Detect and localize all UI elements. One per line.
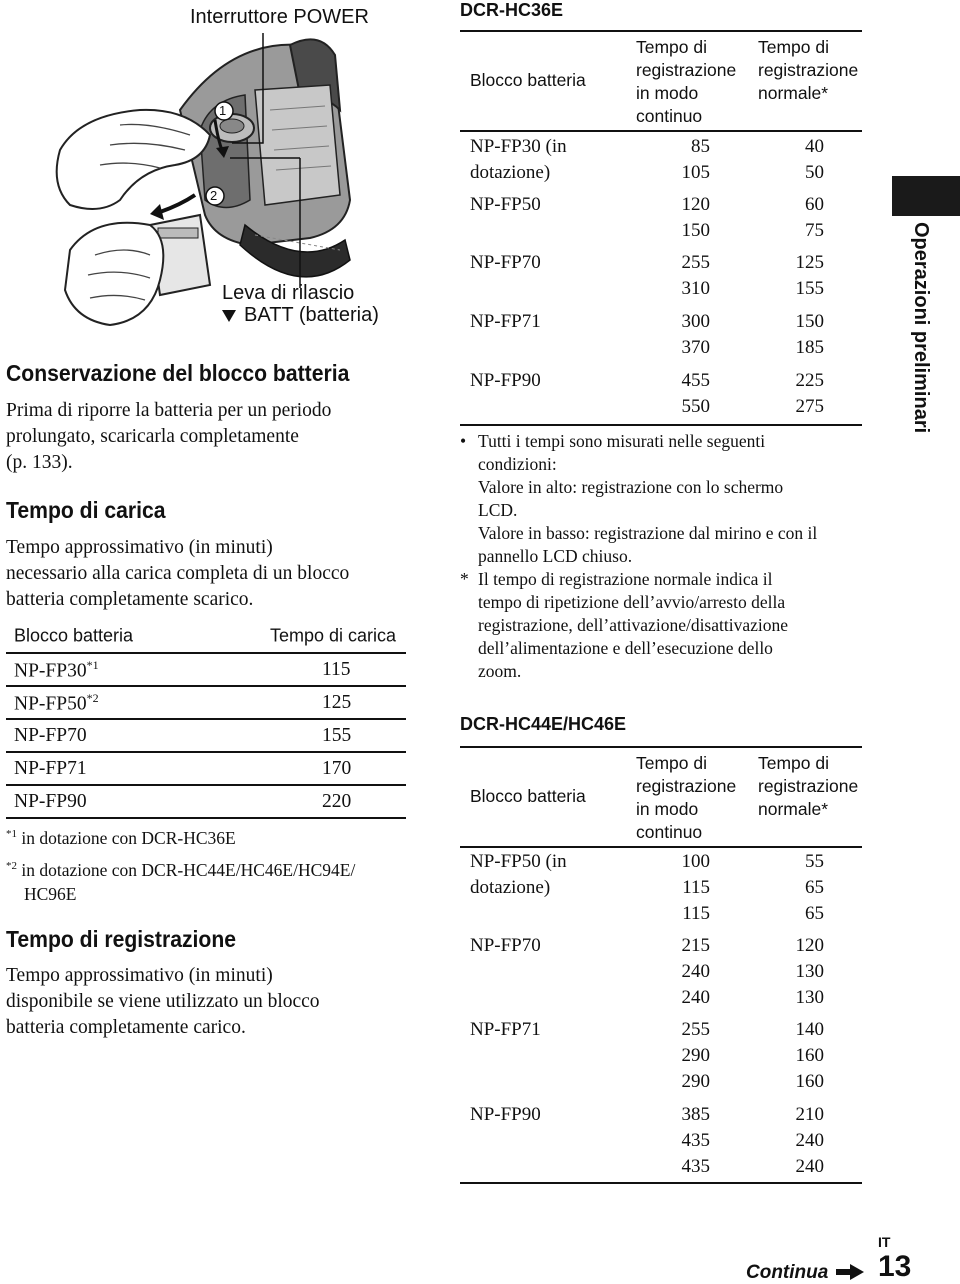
col-normal-header: Tempo di registrazione normale* xyxy=(758,753,859,819)
power-switch-label: Interruttore POWER xyxy=(190,6,369,28)
section-tab-label: Operazioni preliminari xyxy=(910,222,932,434)
camcorder-drawing xyxy=(0,0,420,340)
table-row: NP-FP90 xyxy=(470,1104,541,1125)
camcorder-battery-illustration xyxy=(0,0,420,340)
triangle-icon xyxy=(222,310,236,322)
table1-header xyxy=(460,30,862,132)
table-row xyxy=(6,687,406,720)
note-line: LCD. xyxy=(478,500,518,520)
recording-line: Tempo approssimativo (in minuti) xyxy=(6,965,273,986)
battery-cell: NP-FP90 xyxy=(14,790,87,812)
time-cell: 170 xyxy=(322,757,352,779)
note-line: dell’alimentazione e dell’esecuzione dello xyxy=(478,638,773,658)
table-row: NP-FP70 xyxy=(470,252,541,273)
charge-line: Tempo approssimativo (in minuti) xyxy=(6,537,273,558)
note-line: pannello LCD chiuso. xyxy=(478,546,633,566)
time-cell: 155 xyxy=(322,724,352,746)
table-row: NP-FP50 (in dotazione) xyxy=(470,851,567,898)
normal-cell: 150 185 xyxy=(795,311,824,358)
section-tab-marker xyxy=(892,176,960,216)
col-continuous-header: Tempo di registrazione in modo continuo xyxy=(636,37,737,126)
charge-line: necessario alla carica completa di un blocco xyxy=(6,563,350,584)
table-row: NP-FP71 xyxy=(470,311,541,332)
continuous-cell: 385 435 435 xyxy=(681,1104,710,1177)
col-continuous-header: Tempo di registrazione in modo continuo xyxy=(636,753,737,842)
continuous-cell: 215 240 240 xyxy=(681,935,710,1008)
footnote-1: $^{*1}$ in dotazione con DCR-HC36E xyxy=(6,828,236,848)
battery-cell: NP-FP50$^{*2}$ xyxy=(14,690,99,714)
battery-cell: NP-FP70 xyxy=(14,724,87,746)
recording-table-hc36e xyxy=(460,30,862,132)
col-battery-header: Blocco batteria xyxy=(470,70,586,90)
table2-bottom-rule xyxy=(460,1182,862,1184)
page-number: 13 xyxy=(878,1250,912,1283)
release-lever-label: Leva di rilascio xyxy=(222,282,355,304)
normal-cell: 140 160 160 xyxy=(795,1019,824,1092)
col-normal-header: Tempo di registrazione normale* xyxy=(758,37,859,103)
normal-cell: 120 130 130 xyxy=(795,935,824,1008)
battery-cell: NP-FP71 xyxy=(14,757,87,779)
normal-cell: 125 155 xyxy=(795,252,824,299)
storage-line: (p. 133). xyxy=(6,452,73,473)
language-code: IT xyxy=(878,1234,891,1250)
normal-cell: 55 65 65 xyxy=(805,851,824,924)
table1-title: DCR-HC36E xyxy=(460,0,564,20)
note-line: registrazione, dell’attivazione/disattivazione xyxy=(478,615,789,635)
continuous-cell: 255 290 290 xyxy=(681,1019,710,1092)
note-line: condizioni: xyxy=(478,454,557,474)
recording-line: disponibile se viene utilizzato un blocco xyxy=(6,991,320,1012)
table-row xyxy=(6,786,406,819)
recording-heading: Tempo di registrazione xyxy=(6,926,237,952)
note-line: • Tutti i tempi sono misurati nelle seguenti xyxy=(460,431,766,451)
time-cell: 220 xyxy=(322,790,352,812)
footnote-2-continued: HC96E xyxy=(24,884,77,904)
recording-line: batteria completamente carico. xyxy=(6,1017,246,1038)
batt-label: BATT (batteria) xyxy=(244,304,379,326)
normal-cell: 60 75 xyxy=(805,194,824,241)
charge-time-table xyxy=(6,620,406,819)
charge-paragraph xyxy=(6,535,406,613)
table-row: NP-FP71 xyxy=(470,1019,541,1040)
charge-line: batteria completamente scarico. xyxy=(6,589,254,610)
continuous-cell: 300 370 xyxy=(681,311,710,358)
table-row xyxy=(6,654,406,687)
continuous-cell: 100 115 115 xyxy=(681,851,710,924)
table-row xyxy=(6,720,406,753)
continuous-cell: 255 310 xyxy=(681,252,710,299)
normal-cell: 40 50 xyxy=(805,136,824,183)
time-cell: 125 xyxy=(322,691,352,713)
table-row: NP-FP70 xyxy=(470,935,541,956)
recording-table-hc44e xyxy=(460,746,862,848)
col-time-header: Tempo di carica xyxy=(270,625,397,646)
footnote-2: $^{*2}$ in dotazione con DCR-HC44E/HC46E/HC94E/ xyxy=(6,860,356,880)
charge-heading: Tempo di carica xyxy=(6,497,166,523)
continuous-cell: 85 105 xyxy=(681,136,710,183)
normal-cell: 225 275 xyxy=(795,370,824,417)
battery-cell: NP-FP30$^{*1}$ xyxy=(14,657,99,681)
table2-title: DCR-HC44E/HC46E xyxy=(460,714,627,734)
step-2-marker: 2 xyxy=(210,188,218,203)
storage-line: Prima di riporre la batteria per un periodo xyxy=(6,400,332,421)
recording-paragraph xyxy=(6,963,406,1041)
table2-header xyxy=(460,746,862,848)
charge-table-header xyxy=(6,620,406,654)
normal-cell: 210 240 240 xyxy=(795,1104,824,1177)
continuous-cell: 455 550 xyxy=(681,370,710,417)
note-line: Valore in basso: registrazione dal mirino e con il xyxy=(478,523,818,543)
col-battery-header: Blocco batteria xyxy=(470,786,586,806)
note-line: tempo di ripetizione dell’avvio/arresto della xyxy=(478,592,786,612)
col-battery-header: Blocco batteria xyxy=(14,625,134,646)
storage-heading: Conservazione del blocco batteria xyxy=(6,360,350,386)
table-row: NP-FP30 (in dotazione) xyxy=(470,136,567,183)
time-cell: 115 xyxy=(322,658,351,680)
table-row: NP-FP90 xyxy=(470,370,541,391)
note-line: zoom. xyxy=(478,661,522,681)
note-line: * Il tempo di registrazione normale indica il xyxy=(460,569,773,589)
continuous-cell: 120 150 xyxy=(681,194,710,241)
note-line: Valore in alto: registrazione con lo schermo xyxy=(478,477,784,497)
storage-line: prolungato, scaricarla completamente xyxy=(6,426,299,447)
arrow-right-icon xyxy=(836,1264,864,1280)
table1-bottom-rule xyxy=(460,424,862,426)
step-1-marker: 1 xyxy=(219,103,227,118)
table-row xyxy=(6,753,406,786)
continue-label: Continua xyxy=(746,1262,829,1283)
notes-block xyxy=(460,430,880,683)
storage-paragraph xyxy=(6,398,406,476)
table-row: NP-FP50 xyxy=(470,194,541,215)
